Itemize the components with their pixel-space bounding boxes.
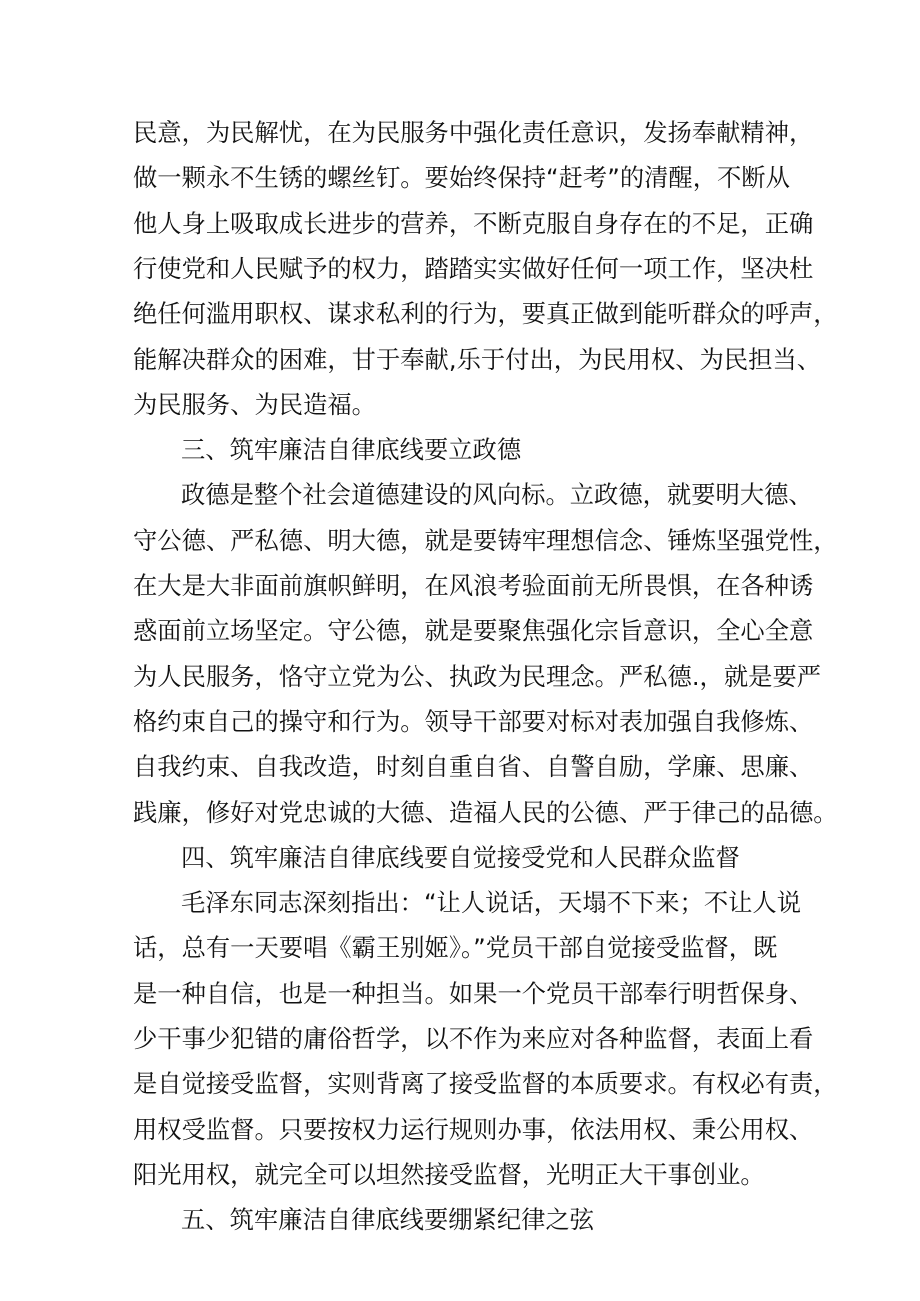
text-line: 守公德、严私德、明大德，就是要铸牢理想信念、锤炼坚强党性， [133, 526, 838, 555]
text-line: 是一种自信，也是一种担当。如果一个党员干部奉行明哲保身、 [133, 979, 814, 1008]
text-line: 行使党和人民赋予的权力，踏踏实实做好任何一项工作，坚决杜 [133, 254, 814, 283]
text-line: 做一颗永不生锈的螺丝钉。要始终保持“赶考”的清醒，不断从 [133, 163, 790, 192]
text-line: 是自觉接受监督，实则背离了接受监督的本质要求。有权必有责， [133, 1069, 838, 1098]
text-line: 绝任何滥用职权、谋求私利的行为，要真正做到能听群众的呼声， [133, 299, 838, 328]
text-line: 阳光用权，就完全可以坦然接受监督，光明正大干事创业。 [133, 1160, 765, 1189]
text-line: 自我约束、自我改造，时刻自重自省、自警自励，学廉、思廉、 [133, 752, 814, 781]
text-line: 民意，为民解忧，在为民服务中强化责任意识，发扬奉献精神， [133, 118, 814, 147]
text-line: 在大是大非面前旗帜鲜明，在风浪考验面前无所畏惧，在各种诱 [133, 571, 814, 600]
text-line: 他人身上吸取成长进步的营养，不断克服自身存在的不足，正确 [133, 209, 814, 238]
text-line: 毛泽东同志深刻指出：“让人说话，天塌不下来；不让人说 [181, 888, 802, 917]
text-line: 话，总有一天要唱《霸王别姬》。”党员干部自觉接受监督，既 [133, 933, 778, 962]
text-line: 能解决群众的困难，甘于奉献,乐于付出，为民用权、为民担当、 [133, 345, 822, 374]
text-line: 惑面前立场坚定。守公德，就是要聚焦强化宗旨意识，全心全意 [133, 616, 814, 645]
text-line: 政德是整个社会道德建设的风向标。立政德，就要明大德、 [181, 480, 813, 509]
text-line: 少干事少犯错的庸俗哲学，以不作为来应对各种监督，表面上看 [133, 1024, 814, 1053]
text-line: 践廉，修好对党忠诚的大德、造福人民的公德、严于律己的品德。 [133, 798, 838, 827]
text-line: 为人民服务，恪守立党为公、执政为民理念。严私德.，就是要严 [133, 662, 822, 691]
section-heading-5: 五、筑牢廉洁自律底线要绷紧纪律之弦 [181, 1205, 595, 1234]
text-line: 用权受监督。只要按权力运行规则办事，依法用权、秉公用权、 [133, 1115, 814, 1144]
section-heading-3: 三、筑牢廉洁自律底线要立政德 [181, 435, 522, 464]
text-line: 为民服务、为民造福。 [133, 390, 376, 419]
section-heading-4: 四、筑牢廉洁自律底线要自觉接受党和人民群众监督 [181, 843, 740, 872]
text-line: 格约束自己的操守和行为。领导干部要对标对表加强自我修炼、 [133, 707, 814, 736]
